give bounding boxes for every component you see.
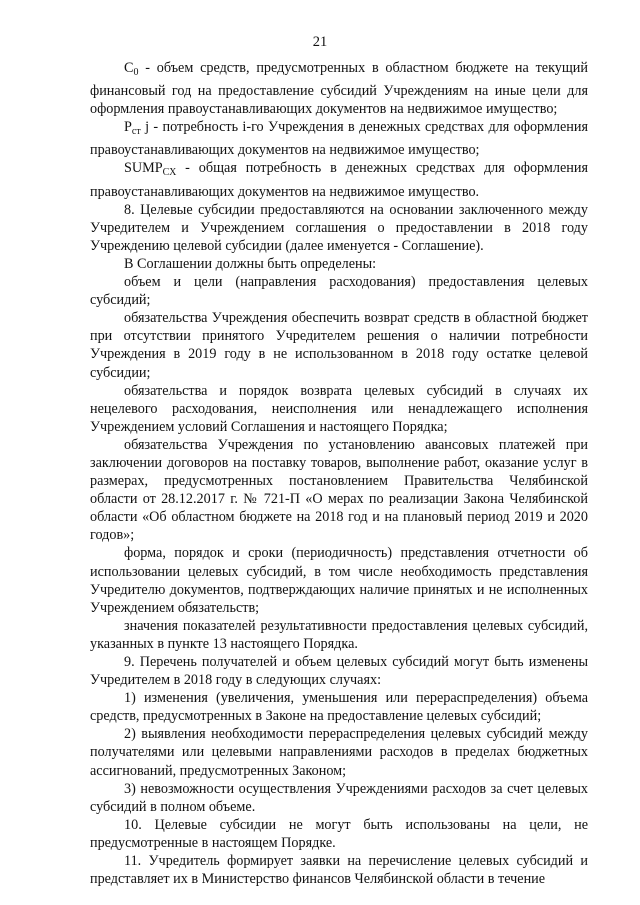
formula-symbol: Р <box>124 119 132 136</box>
formula-subscript: 0 <box>133 67 139 78</box>
paragraph-agreement-volume: объем и цели (направления расходования) предоставления целевых субсидий; <box>90 274 588 309</box>
paragraph-item-11: 11. Учредитель формирует заявки на перечисление целевых субсидий и представляет их в Министерство финансов Челябинской области в течение <box>90 853 588 888</box>
paragraph-agreement-advances: обязательства Учреждения по установлению авансовых платежей при заключении договоров на поставку товаров, выполнение работ, оказание услуг в размерах, предусмотренных постановлением Правительства Челябинской области от 28.12.2017 г. № 721-П «О мерах по реализации Закона Челябинской области «Об областном бюджете на 2018 год и на плановый период 2019 и 2020 годов»; <box>90 436 588 544</box>
paragraph-agreement-indicators: значения показателей результативности предоставления целевых субсидий, указанных в пункте 13 настоящего Порядка. <box>90 617 588 652</box>
paragraph-agreement-return: обязательства Учреждения обеспечить возврат средств в областной бюджет при отсутствии принятого Учредителем решения о наличии потребности Учреждения в 2019 году в не использованном в 2018 году остатке целевой субсидии; <box>90 310 588 381</box>
paragraph-rst-definition <box>90 118 588 159</box>
paragraph-c0-definition <box>90 59 588 118</box>
paragraph-item-9-1: 1) изменения (увеличения, уменьшения или перераспределения) объема средств, предусмотренных в Законе на предоставление целевых субсидий; <box>90 690 588 725</box>
paragraph-item-8: 8. Целевые субсидии предоставляются на основании заключенного между Учредителем и Учреждением соглашения о предоставлении в 2018 году Учреждению целевой субсидии (далее именуется - Соглашение). <box>90 201 588 254</box>
paragraph-agreement-reporting: форма, порядок и сроки (периодичность) представления отчетности об использовании целевых субсидий, в том числе необходимость представления Учредителю документов, подтверждающих наличие принятых и не исполненных Учреждением обязательств; <box>90 545 588 616</box>
document-body <box>90 59 588 888</box>
paragraph-item-9-3: 3) невозможности осуществления Учреждениями расходов за счет целевых субсидий в полном объеме. <box>90 780 588 815</box>
paragraph-sump-definition <box>90 159 588 200</box>
formula-subscript: СХ <box>162 167 177 179</box>
paragraph-item-9: 9. Перечень получателей и объем целевых субсидий могут быть изменены Учредителем в 2018 году в следующих случаях: <box>90 654 588 689</box>
formula-symbol: С <box>124 60 134 76</box>
paragraph-item-9-2: 2) выявления необходимости перераспределения целевых субсидий между получателями или целевыми направлениями расходов в пределах бюджетных ассигнований, предусмотренных Законом; <box>90 726 588 779</box>
paragraph-item-10: 10. Целевые субсидии не могут быть использованы на цели, не предусмотренные в настоящем Порядке. <box>90 816 588 851</box>
paragraph-text: - общая потребность в денежных средствах для оформления правоустанавливающих документов на недвижимое имущество. <box>90 160 588 200</box>
page-number: 21 <box>312 34 328 50</box>
paragraph-text: - объем средств, предусмотренных в областном бюджете на текущий финансовый год на предоставление субсидий Учреждениям на иные цели для оформления правоустанавливающих документов на недвижимое имущество; <box>90 60 588 118</box>
paragraph-text: j - потребность i-го Учреждения в денежных средствах для оформления правоустанавливающих документов на недвижимое имущество; <box>90 119 588 159</box>
formula-symbol: SUMP <box>124 160 163 177</box>
formula-subscript: ст <box>131 126 141 138</box>
paragraph-agreement-misuse: обязательства и порядок возврата целевых субсидий в случаях их нецелевого расходования, неисполнения или ненадлежащего исполнения Учреждением условий Соглашения и настоящего Порядка; <box>90 382 588 435</box>
paragraph-agreement-intro: В Соглашении должны быть определены: <box>124 255 377 272</box>
